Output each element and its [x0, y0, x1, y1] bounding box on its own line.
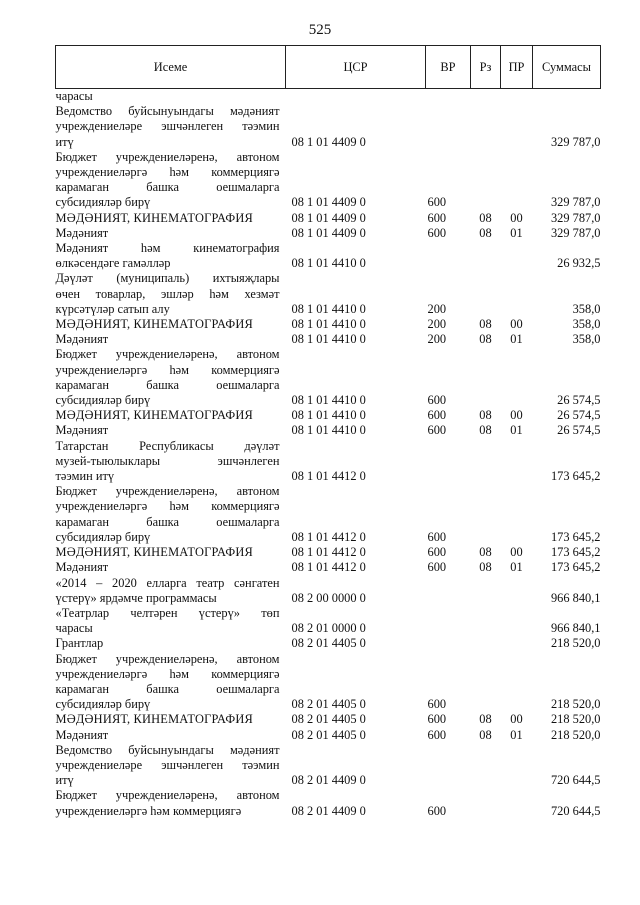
- row-name: [56, 271, 286, 317]
- row-name-line: Бюджет учреждениеләренә, автоном: [55, 149, 280, 164]
- row-vr: [426, 89, 471, 105]
- row-name-line: күрсәтүләр сатып алу: [55, 301, 170, 316]
- row-pr: [501, 241, 533, 271]
- row-pr: [501, 89, 533, 105]
- row-pr: [501, 576, 533, 606]
- row-csr: 08 1 01 4412 0: [291, 560, 366, 575]
- row-sum: 966 840,1: [550, 590, 601, 605]
- row-name-line: учреждениеләргә һәм коммерциягә: [55, 803, 242, 818]
- row-pr: [501, 606, 533, 636]
- row-name-line: МӘДӘНИЯТ, КИНЕМАТОГРАФИЯ: [55, 210, 253, 225]
- row-sum: 329 787,0: [550, 195, 601, 210]
- row-name: [56, 211, 286, 226]
- row-pr: 01: [510, 423, 523, 438]
- row-csr: 08 2 00 0000 0: [291, 590, 366, 605]
- row-rz: 08: [479, 408, 492, 423]
- row-csr: 08 1 01 4410 0: [291, 423, 366, 438]
- row-name-line: Дәүләт (муниципаль) ихтыяҗлары: [55, 271, 280, 286]
- row-name: [56, 484, 286, 545]
- row-pr: [501, 652, 533, 713]
- row-vr: 200: [427, 332, 447, 347]
- row-name-line: өчен товарлар, эшләр һәм хезмәт: [55, 286, 280, 301]
- row-vr: 600: [427, 408, 447, 423]
- row-name: [56, 241, 286, 271]
- row-pr: 01: [510, 332, 523, 347]
- row-name-line: Бюджет учреждениеләренә, автоном: [55, 347, 280, 362]
- table-row: [56, 652, 601, 713]
- row-name-line: Бюджет учреждениеләренә, автоном: [55, 651, 280, 666]
- table-row: [56, 211, 601, 226]
- table-row: [56, 408, 601, 423]
- row-pr: [501, 743, 533, 789]
- row-name-line: чарасы: [55, 89, 93, 103]
- row-name-line: карамаган башка оешмаларга: [55, 377, 280, 392]
- row-name-line: Бюджет учреждениеләренә, автоном: [55, 484, 280, 499]
- row-rz: [471, 347, 501, 408]
- row-pr: [501, 788, 533, 818]
- row-csr: 08 1 01 4410 0: [291, 393, 366, 408]
- row-pr: 00: [510, 317, 523, 332]
- row-vr: [426, 439, 471, 485]
- row-name-line: карамаган башка оешмаларга: [55, 180, 280, 195]
- header-rz: Рз: [471, 46, 501, 89]
- row-vr: 600: [427, 560, 447, 575]
- row-rz: 08: [479, 225, 492, 240]
- row-vr: 600: [427, 712, 447, 727]
- row-pr: [501, 484, 533, 545]
- row-vr: 600: [427, 697, 447, 712]
- row-pr: [501, 347, 533, 408]
- row-rz: [471, 89, 501, 105]
- row-name-line: Мәдәният: [55, 727, 109, 742]
- table-body: [56, 89, 601, 819]
- row-name: [56, 652, 286, 713]
- row-name-line: МӘДӘНИЯТ, КИНЕМАТОГРАФИЯ: [55, 712, 253, 727]
- row-name: [56, 423, 286, 438]
- row-name-line: учреждениеләргә һәм коммерциягә: [55, 666, 280, 681]
- row-csr: 08 1 01 4410 0: [291, 332, 366, 347]
- header-sum: Суммасы: [533, 46, 601, 89]
- row-rz: [471, 576, 501, 606]
- table-row: [56, 104, 601, 150]
- row-sum: 26 574,5: [557, 393, 601, 408]
- row-rz: 08: [479, 210, 492, 225]
- row-csr: 08 2 01 4405 0: [291, 636, 366, 651]
- table-row: [56, 576, 601, 606]
- table-row: [56, 241, 601, 271]
- row-rz: [471, 788, 501, 818]
- row-csr: 08 1 01 4409 0: [291, 134, 366, 149]
- row-sum: 329 787,0: [550, 134, 601, 149]
- row-csr: 08 2 01 4405 0: [291, 697, 366, 712]
- row-csr: 08 2 01 4409 0: [291, 773, 366, 788]
- row-csr: 08 1 01 4410 0: [291, 408, 366, 423]
- row-pr: [501, 271, 533, 317]
- row-vr: 600: [427, 393, 447, 408]
- row-name: [56, 576, 286, 606]
- row-name-line: Мәдәният: [55, 225, 109, 240]
- row-rz: [471, 652, 501, 713]
- row-name: [56, 408, 286, 423]
- table-row: [56, 712, 601, 727]
- row-name-line: субсидияләр бирү: [55, 529, 151, 544]
- row-name-line: учреждениеләргә һәм коммерциягә: [55, 499, 280, 514]
- row-pr: 00: [510, 210, 523, 225]
- row-csr: 08 1 01 4412 0: [291, 469, 366, 484]
- row-name-line: карамаган башка оешмаларга: [55, 681, 280, 696]
- row-name-line: «Театрлар челтәрен үстерү» төп: [55, 605, 280, 620]
- table-row: [56, 226, 601, 241]
- row-name: [56, 606, 286, 636]
- row-vr: [426, 636, 471, 651]
- row-csr: 08 1 01 4409 0: [291, 210, 366, 225]
- row-sum: 358,0: [572, 332, 601, 347]
- row-rz: [471, 271, 501, 317]
- budget-table: [55, 45, 601, 819]
- row-name-line: МӘДӘНИЯТ, КИНЕМАТОГРАФИЯ: [55, 408, 253, 423]
- table-row: [56, 271, 601, 317]
- row-name-line: итү: [55, 134, 74, 149]
- page-number: 525: [308, 22, 332, 38]
- row-sum: 358,0: [572, 301, 601, 316]
- row-rz: 08: [479, 317, 492, 332]
- row-sum: 218 520,0: [550, 712, 601, 727]
- row-csr: 08 1 01 4410 0: [291, 256, 366, 271]
- row-pr: 01: [510, 225, 523, 240]
- row-sum: 173 645,2: [550, 469, 601, 484]
- row-rz: 08: [479, 545, 492, 560]
- row-pr: [501, 439, 533, 485]
- row-name-line: учреждениеләре эшчәнлеген тәэмин: [55, 119, 280, 134]
- row-sum: 720 644,5: [550, 803, 601, 818]
- table-row: [56, 332, 601, 347]
- row-sum: 218 520,0: [550, 697, 601, 712]
- table-row: [56, 560, 601, 575]
- row-vr: 600: [427, 803, 447, 818]
- row-name: [56, 743, 286, 789]
- row-name: [56, 545, 286, 560]
- row-rz: 08: [479, 712, 492, 727]
- row-rz: [471, 636, 501, 651]
- header-csr: ЦСР: [286, 46, 426, 89]
- table-row: [56, 788, 601, 818]
- row-name-line: Ведомство буйсынуындагы мәдәният: [55, 742, 280, 757]
- row-name: [56, 712, 286, 727]
- row-vr: 200: [427, 301, 447, 316]
- row-pr: 01: [510, 560, 523, 575]
- row-name-line: МӘДӘНИЯТ, КИНЕМАТОГРАФИЯ: [55, 317, 253, 332]
- row-pr: [501, 636, 533, 651]
- row-name-line: учреждениеләргә һәм коммерциягә: [55, 362, 280, 377]
- row-name-line: учреждениеләргә һәм коммерциягә: [55, 165, 280, 180]
- row-rz: [471, 104, 501, 150]
- row-name: [56, 317, 286, 332]
- row-name-line: итү: [55, 773, 74, 788]
- row-sum: 358,0: [572, 317, 601, 332]
- table-row: [56, 743, 601, 789]
- row-rz: [471, 484, 501, 545]
- row-name-line: Мәдәният һәм кинематография: [55, 241, 280, 256]
- row-name-line: Ведомство буйсынуындагы мәдәният: [55, 104, 280, 119]
- row-name-line: музей-тыюлыклары эшчәнлеген: [55, 453, 280, 468]
- row-csr: 08 1 01 4409 0: [291, 195, 366, 210]
- row-csr: 08 2 01 0000 0: [291, 621, 366, 636]
- row-sum: 173 645,2: [550, 529, 601, 544]
- row-vr: 600: [427, 225, 447, 240]
- row-name-line: чарасы: [55, 621, 93, 636]
- row-rz: 08: [479, 727, 492, 742]
- row-name: [56, 636, 286, 651]
- row-sum: 26 574,5: [557, 423, 601, 438]
- row-name-line: Грантлар: [55, 636, 104, 651]
- row-sum: 26 932,5: [557, 256, 601, 271]
- row-sum: 329 787,0: [550, 210, 601, 225]
- row-sum: [533, 89, 601, 105]
- row-vr: [426, 104, 471, 150]
- row-vr: 600: [427, 727, 447, 742]
- row-name: [56, 226, 286, 241]
- row-sum: 218 520,0: [550, 727, 601, 742]
- row-name: [56, 89, 286, 105]
- header-pr: ПР: [501, 46, 533, 89]
- row-pr: [501, 150, 533, 211]
- row-pr: 00: [510, 545, 523, 560]
- row-vr: 600: [427, 195, 447, 210]
- row-vr: [426, 241, 471, 271]
- row-csr: 08 2 01 4405 0: [291, 727, 366, 742]
- row-sum: 173 645,2: [550, 560, 601, 575]
- header-vr: ВР: [426, 46, 471, 89]
- table-row: [56, 347, 601, 408]
- row-name-line: үстерү» ярдәмче программасы: [55, 590, 217, 605]
- row-csr: 08 1 01 4412 0: [291, 529, 366, 544]
- row-vr: 600: [427, 423, 447, 438]
- row-csr: 08 1 01 4409 0: [291, 225, 366, 240]
- row-pr: [501, 104, 533, 150]
- row-name-line: учреждениеләре эшчәнлеген тәэмин: [55, 757, 280, 772]
- row-sum: 218 520,0: [550, 636, 601, 651]
- row-name-line: карамаган башка оешмаларга: [55, 514, 280, 529]
- row-name-line: «2014 – 2020 елларга театр сәнгатен: [55, 575, 280, 590]
- row-rz: [471, 606, 501, 636]
- table-header: [56, 46, 601, 89]
- row-name-line: өлкәсендәге гамәлләр: [55, 256, 171, 271]
- table-row: [56, 545, 601, 560]
- row-rz: [471, 150, 501, 211]
- row-name-line: Мәдәният: [55, 423, 109, 438]
- row-name-line: Мәдәният: [55, 332, 109, 347]
- table-row: [56, 484, 601, 545]
- row-name: [56, 728, 286, 743]
- row-rz: 08: [479, 560, 492, 575]
- row-rz: [471, 743, 501, 789]
- table-row: [56, 89, 601, 105]
- row-vr: [426, 576, 471, 606]
- row-name: [56, 347, 286, 408]
- table-row: [56, 606, 601, 636]
- table-row: [56, 636, 601, 651]
- table-row: [56, 728, 601, 743]
- row-sum: 173 645,2: [550, 545, 601, 560]
- row-name-line: МӘДӘНИЯТ, КИНЕМАТОГРАФИЯ: [55, 545, 253, 560]
- row-name-line: субсидияләр бирү: [55, 393, 151, 408]
- row-name: [56, 788, 286, 818]
- row-csr: 08 2 01 4409 0: [291, 803, 366, 818]
- row-pr: 01: [510, 727, 523, 742]
- table-row: [56, 423, 601, 438]
- row-vr: 200: [427, 317, 447, 332]
- row-rz: [471, 439, 501, 485]
- row-name: [56, 104, 286, 150]
- row-name-line: Бюджет учреждениеләренә, автоном: [55, 788, 280, 803]
- row-pr: 00: [510, 408, 523, 423]
- row-name: [56, 150, 286, 211]
- row-csr: 08 1 01 4410 0: [291, 301, 366, 316]
- table-row: [56, 150, 601, 211]
- row-sum: 720 644,5: [550, 773, 601, 788]
- row-vr: 600: [427, 529, 447, 544]
- row-sum: 26 574,5: [557, 408, 601, 423]
- header-name: Исеме: [56, 46, 286, 89]
- row-name-line: тәэмин итү: [55, 469, 115, 484]
- row-name: [56, 560, 286, 575]
- row-vr: 600: [427, 210, 447, 225]
- row-name-line: субсидияләр бирү: [55, 697, 151, 712]
- table-row: [56, 317, 601, 332]
- table-row: [56, 439, 601, 485]
- row-rz: 08: [479, 423, 492, 438]
- row-rz: 08: [479, 332, 492, 347]
- row-vr: [426, 743, 471, 789]
- row-name-line: Татарстан Республикасы дәүләт: [55, 438, 280, 453]
- row-name: [56, 332, 286, 347]
- row-pr: 00: [510, 712, 523, 727]
- row-sum: 329 787,0: [550, 225, 601, 240]
- row-csr: 08 1 01 4410 0: [291, 317, 366, 332]
- row-vr: 600: [427, 545, 447, 560]
- row-name: [56, 439, 286, 485]
- row-sum: 966 840,1: [550, 621, 601, 636]
- row-name-line: субсидияләр бирү: [55, 195, 151, 210]
- row-vr: [426, 606, 471, 636]
- row-name-line: Мәдәният: [55, 560, 109, 575]
- row-csr: 08 2 01 4405 0: [291, 712, 366, 727]
- row-csr: 08 1 01 4412 0: [291, 545, 366, 560]
- row-csr: [286, 89, 426, 105]
- row-rz: [471, 241, 501, 271]
